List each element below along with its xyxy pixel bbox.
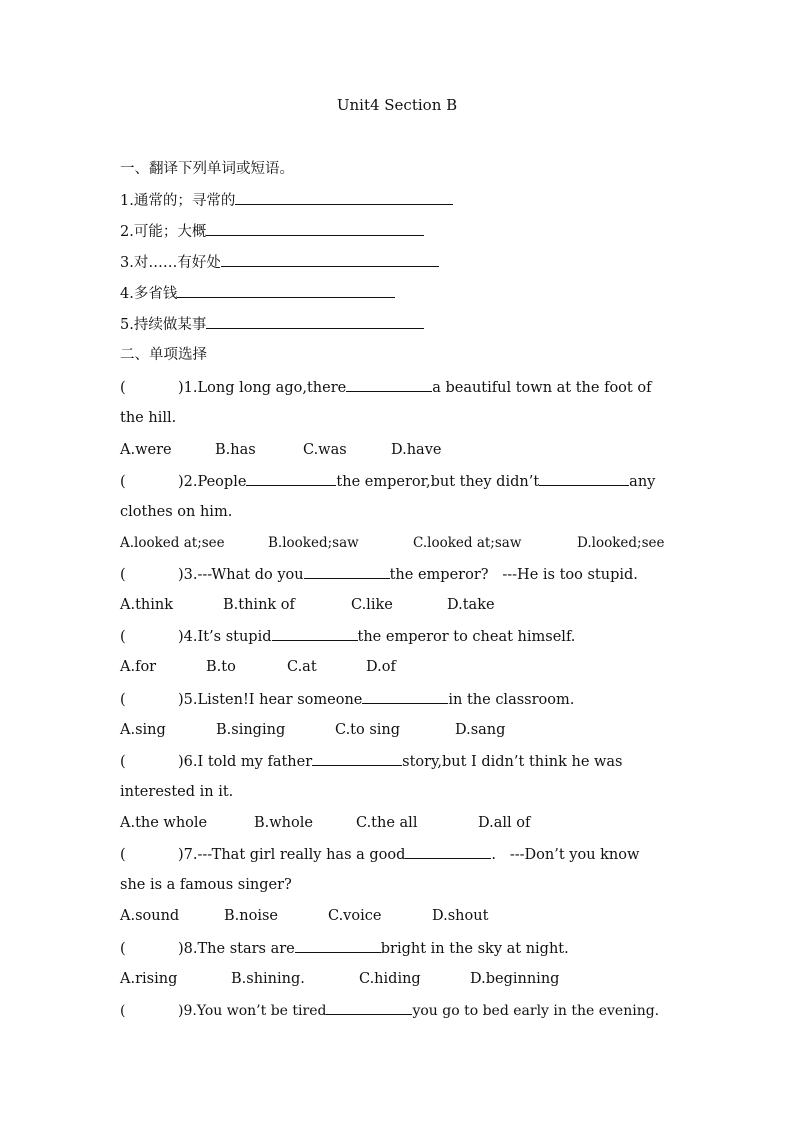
answer-paren[interactable]: ( <box>120 380 126 396</box>
option[interactable]: B.has <box>215 442 256 458</box>
option[interactable]: B.looked;saw <box>268 535 359 551</box>
translate-item: 1.通常的；寻常的 <box>120 190 676 211</box>
option[interactable]: D.looked;see <box>577 535 665 551</box>
answer-blank[interactable] <box>405 844 491 859</box>
options-row <box>120 720 676 740</box>
option[interactable]: B.singing <box>216 722 286 738</box>
options-row <box>120 906 676 926</box>
question-continuation: she is a famous singer? <box>120 877 292 893</box>
options-row <box>120 969 676 989</box>
question-continuation: the hill. <box>120 410 177 426</box>
answer-paren[interactable]: ( <box>120 847 126 863</box>
option[interactable]: D.sang <box>455 722 506 738</box>
answer-paren[interactable]: ( <box>120 692 126 708</box>
option[interactable]: C.like <box>351 597 393 613</box>
answer-blank[interactable] <box>295 938 381 953</box>
translate-item: 2.可能；大概 <box>120 221 676 242</box>
option[interactable]: D.of <box>366 659 396 675</box>
option[interactable]: A.think <box>120 597 174 613</box>
option[interactable]: B.think of <box>223 597 295 613</box>
answer-blank[interactable] <box>346 377 432 392</box>
option[interactable]: D.have <box>391 442 442 458</box>
answer-blank[interactable] <box>221 252 439 267</box>
question-8: ( )8.The stars are bright in the sky at night. <box>120 938 676 959</box>
answer-paren[interactable]: ( <box>120 754 126 770</box>
answer-paren[interactable]: ( <box>120 1003 126 1019</box>
answer-blank[interactable] <box>272 626 358 641</box>
answer-blank[interactable] <box>235 190 453 205</box>
option[interactable]: A.sound <box>120 908 180 924</box>
option[interactable]: C.to sing <box>335 722 401 738</box>
translate-item: 5.持续做某事 <box>120 314 676 335</box>
section2-heading: 二、单项选择 <box>120 347 207 363</box>
translate-item: 3.对……有好处 <box>120 252 676 273</box>
option[interactable]: D.all of <box>478 815 531 831</box>
answer-paren[interactable]: ( <box>120 941 126 957</box>
option[interactable]: A.for <box>120 659 157 675</box>
options-row <box>120 533 676 553</box>
answer-blank[interactable] <box>177 283 395 298</box>
option[interactable]: B.whole <box>254 815 313 831</box>
question-4: ( )4.It’s stupid the emperor to cheat himself. <box>120 626 676 647</box>
option[interactable]: B.to <box>206 659 236 675</box>
answer-paren[interactable]: ( <box>120 629 126 645</box>
options-row <box>120 440 676 460</box>
options-row <box>120 657 676 677</box>
answer-blank[interactable] <box>206 221 424 236</box>
options-row <box>120 595 676 615</box>
question-1: ( )1.Long long ago,there a beautiful town at the foot of <box>120 377 676 398</box>
answer-blank[interactable] <box>362 689 448 704</box>
option[interactable]: A.sing <box>120 722 166 738</box>
question-continuation: interested in it. <box>120 784 234 800</box>
option[interactable]: B.noise <box>224 908 278 924</box>
answer-paren[interactable]: ( <box>120 474 126 490</box>
question-9: ( )9.You won’t be tired you go to bed early in the evening. <box>120 1000 676 1021</box>
option[interactable]: D.shout <box>432 908 489 924</box>
option[interactable]: A.looked at;see <box>120 535 225 551</box>
option[interactable]: C.looked at;saw <box>413 535 522 551</box>
question-5: ( )5.Listen!I hear someone in the classroom. <box>120 689 676 710</box>
option[interactable]: D.beginning <box>470 971 560 987</box>
option[interactable]: A.rising <box>120 971 178 987</box>
option[interactable]: B.shining. <box>231 971 305 987</box>
option[interactable]: C.at <box>287 659 317 675</box>
answer-blank[interactable] <box>312 751 402 766</box>
question-continuation: clothes on him. <box>120 504 233 520</box>
option[interactable]: C.voice <box>328 908 382 924</box>
answer-blank[interactable] <box>304 564 390 579</box>
option[interactable]: C.the all <box>356 815 418 831</box>
question-2: ( )2.People the emperor,but they didn’t any <box>120 471 676 492</box>
answer-blank[interactable] <box>326 1000 412 1015</box>
answer-blank[interactable] <box>246 471 336 486</box>
answer-blank[interactable] <box>206 314 424 329</box>
question-7: ( )7.---That girl really has a good . ---Don’t you know <box>120 844 676 865</box>
question-6: ( )6.I told my father story,but I didn’t think he was <box>120 751 676 772</box>
option[interactable]: A.the whole <box>120 815 208 831</box>
translate-item: 4.多省钱 <box>120 283 676 304</box>
option[interactable]: C.hiding <box>359 971 421 987</box>
page-title: Unit4 Section B <box>336 96 458 114</box>
option[interactable]: C.was <box>303 442 347 458</box>
question-3: ( )3.---What do you the emperor? ---He is too stupid. <box>120 564 676 585</box>
answer-paren[interactable]: ( <box>120 567 126 583</box>
option[interactable]: D.take <box>447 597 495 613</box>
options-row <box>120 813 676 833</box>
answer-blank[interactable] <box>539 471 629 486</box>
section1-heading: 一、翻译下列单词或短语。 <box>120 161 294 177</box>
option[interactable]: A.were <box>120 442 172 458</box>
